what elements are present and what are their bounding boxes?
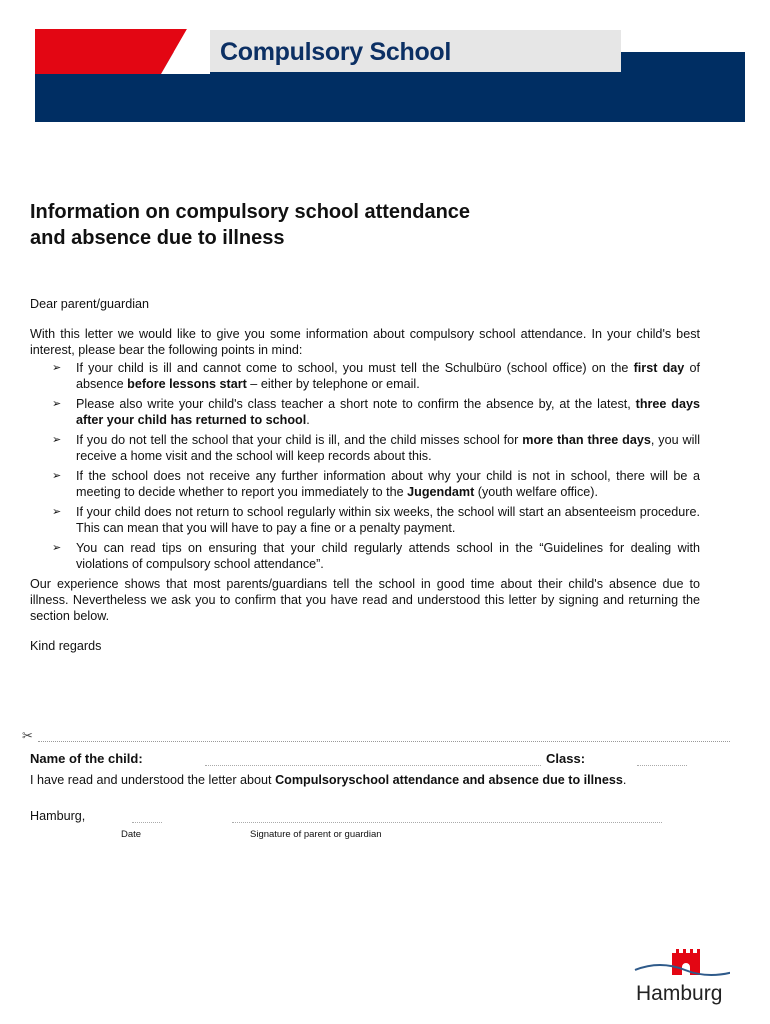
- text: , you will receive a home visit and the school will keep records about this.: [76, 433, 700, 463]
- intro-paragraph: With this letter we would like to give you some information about compulsory school attendance. In your child's best interest, please bear the following points in mind:: [30, 327, 700, 357]
- bold-text: more than three days: [522, 433, 651, 447]
- hamburg-castle-logo: [630, 945, 730, 985]
- bullet-item: [30, 432, 700, 464]
- salutation: Dear parent/guardian: [30, 297, 150, 311]
- red-shape: [35, 29, 187, 74]
- child-name-field[interactable]: [205, 765, 541, 766]
- date-label: Date: [121, 829, 142, 840]
- closing-paragraph: Our experience shows that most parents/guardians tell the school in good time about their child's absence due to illness. Nevertheless we ask you to confirm that you have read and understood this letter by signing and returning the section below.: [30, 577, 700, 623]
- arrow-bullet-icon: ➢: [52, 542, 62, 554]
- bullet-item: [30, 360, 700, 392]
- text: of absence: [76, 361, 700, 391]
- arrow-bullet-icon: ➢: [52, 434, 62, 446]
- confirmation-text: I have read and understood the letter about Compulsoryschool attendance and absence due to illness.: [30, 773, 627, 787]
- bullet-item: [30, 468, 700, 500]
- text: If the school does not receive any further information about why your child is not in school, there will be a meeting to decide whether to report you immediately to the: [76, 469, 700, 499]
- bullet-item: [30, 540, 700, 572]
- bullet-list: [30, 360, 700, 572]
- class-label: Class:: [546, 751, 586, 766]
- arrow-bullet-icon: ➢: [52, 470, 62, 482]
- document-title: [30, 199, 470, 251]
- title-line: Information on compulsory school attendance: [30, 201, 471, 223]
- text: You can read tips on ensuring that your child regularly attends school in the “Guidelines for dealing with violations of compulsory school attendance”.: [76, 541, 700, 571]
- arrow-bullet-icon: ➢: [52, 506, 62, 518]
- letter-body: [30, 296, 700, 668]
- bullet-item: [30, 396, 700, 428]
- place-label: Hamburg,: [30, 809, 86, 823]
- arrow-bullet-icon: ➢: [52, 398, 62, 410]
- signature-field[interactable]: [232, 822, 662, 823]
- text: – either by telephone or email.: [246, 377, 420, 391]
- scissors-icon: ✂: [22, 728, 33, 743]
- bold-text: before lessons start: [127, 377, 247, 391]
- bullet-item: [30, 504, 700, 536]
- title-line: and absence due to illness: [30, 227, 285, 249]
- header-title: Compulsory School: [220, 38, 452, 66]
- date-field[interactable]: [132, 822, 162, 823]
- text: If your child does not return to school regularly within six weeks, the school will start an absenteeism procedure. This can mean that you will have to pay a fine or a penalty payment.: [76, 505, 700, 535]
- signature-label: Signature of parent or guardian: [250, 829, 382, 840]
- text: (youth welfare office).: [474, 485, 598, 499]
- text: .: [306, 413, 310, 427]
- child-name-label: Name of the child:: [30, 751, 143, 766]
- text: Please also write your child's class teacher a short note to confirm the absence by, at the latest,: [76, 397, 636, 411]
- regards: Kind regards: [30, 639, 102, 653]
- text: If you do not tell the school that your child is ill, and the child misses school for: [76, 433, 523, 447]
- text: If your child is ill and cannot come to school, you must tell the Schulbüro (school office) on the: [76, 361, 634, 375]
- bold-text: first day: [633, 361, 685, 375]
- hamburg-logo-text: Hamburg: [636, 982, 723, 1005]
- cut-line: [22, 728, 730, 743]
- class-field[interactable]: [637, 765, 687, 766]
- bold-text: three days after your child has returned to school: [76, 397, 700, 427]
- bold-text: Jugendamt: [407, 485, 475, 499]
- arrow-bullet-icon: ➢: [52, 362, 62, 374]
